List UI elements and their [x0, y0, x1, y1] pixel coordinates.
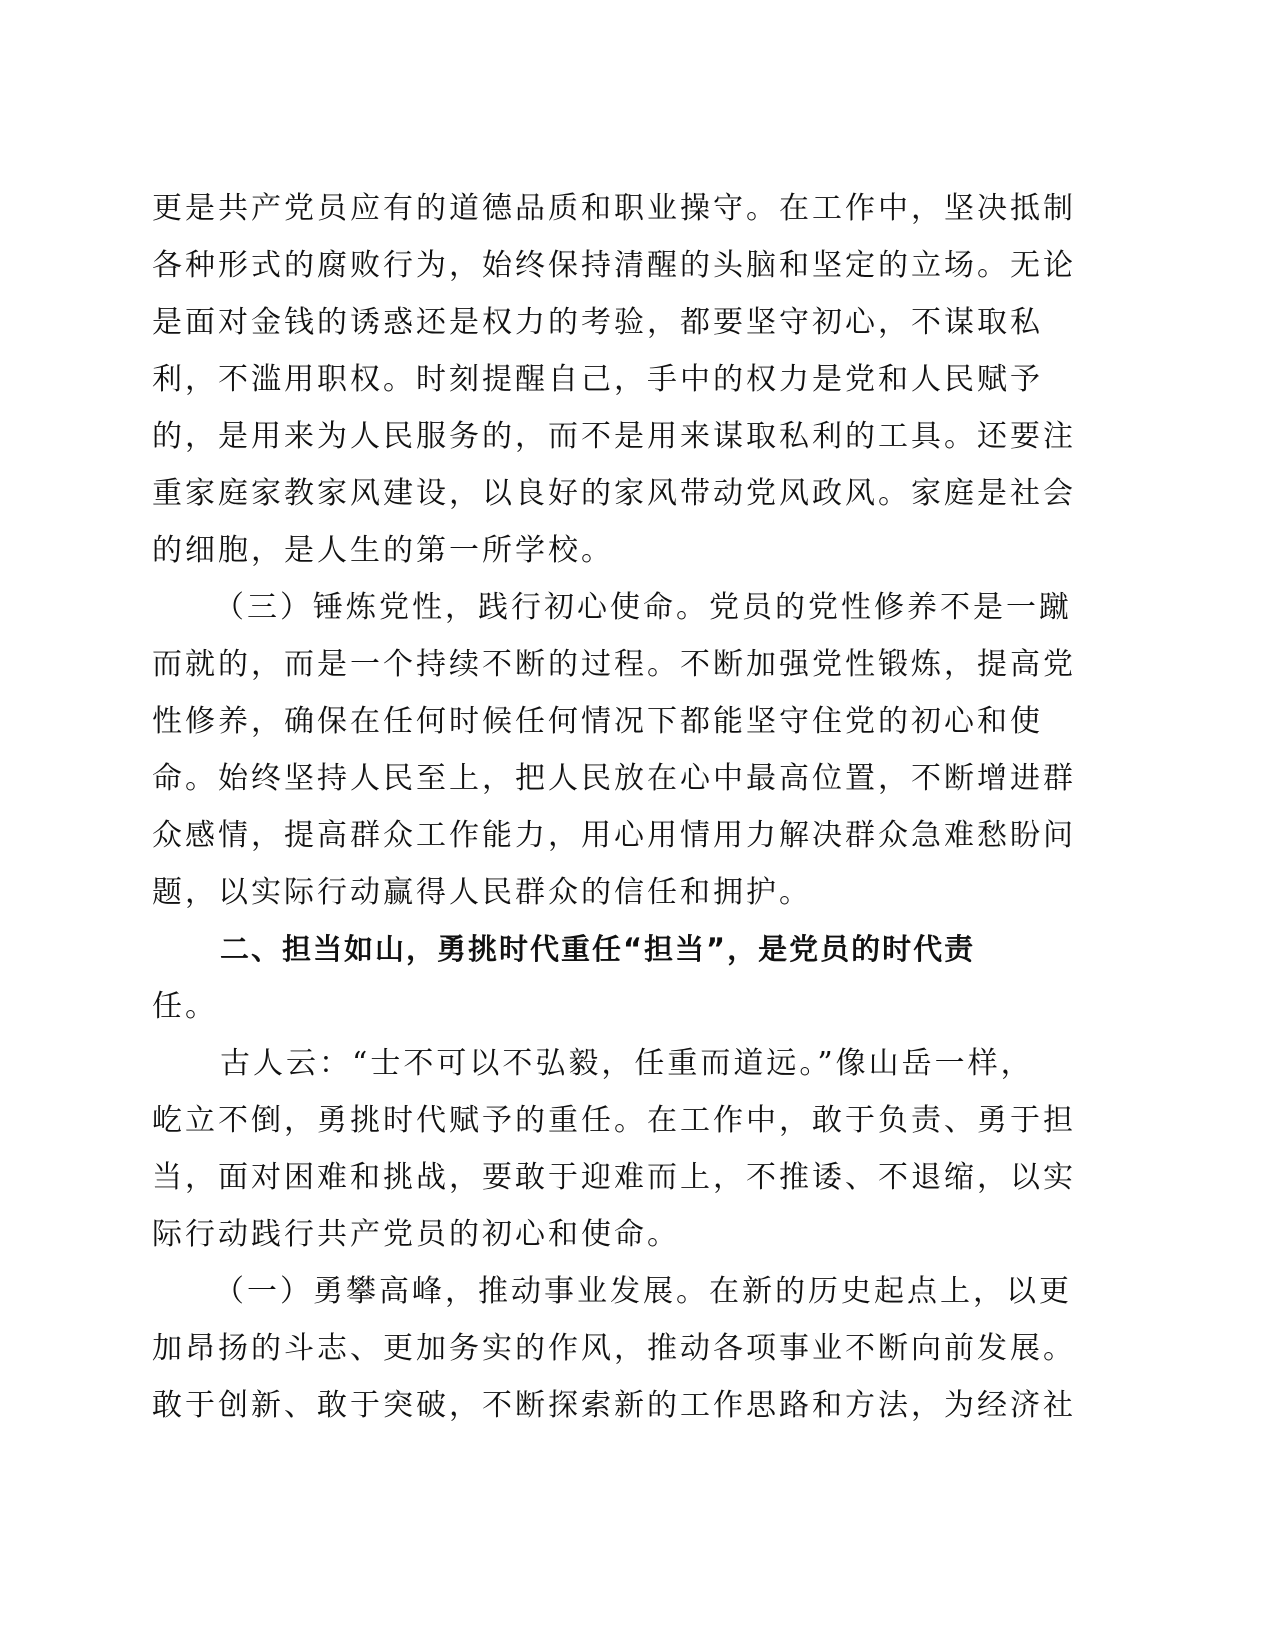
text-line: 任。: [152, 989, 218, 1024]
text-line: 利，不滥用职权。时刻提醒自己，手中的权力是党和人民赋予: [152, 362, 1043, 397]
text-line: 的，是用来为人民服务的，而不是用来谋取私利的工具。还要注: [152, 419, 1076, 454]
text-line: 屹立不倒，勇挑时代赋予的重任。在工作中，敢于负责、勇于担: [152, 1103, 1076, 1138]
text-line: 敢于创新、敢于突破，不断探索新的工作思路和方法，为经济社: [152, 1388, 1076, 1423]
text-line: 更是共产党员应有的道德品质和职业操守。在工作中，坚决抵制: [152, 191, 1076, 226]
text-line: 是面对金钱的诱惑还是权力的考验，都要坚守初心，不谋取私: [152, 305, 1043, 340]
text-line: 题，以实际行动赢得人民群众的信任和拥护。: [152, 875, 812, 910]
text-line: 众感情，提高群众工作能力，用心用情用力解决群众急难愁盼问: [152, 818, 1076, 853]
text-line: 加昂扬的斗志、更加务实的作风，推动各项事业不断向前发展。: [152, 1331, 1076, 1366]
text-line: 重家庭家教家风建设，以良好的家风带动党风政风。家庭是社会: [152, 476, 1076, 511]
subsection-heading-1: （一）勇攀高峰，推动事业发展。在新的历史起点上，以更: [214, 1274, 1072, 1309]
text-line: 际行动践行共产党员的初心和使命。: [152, 1217, 680, 1252]
section-heading-2: 二、担当如山，勇挑时代重任“担当”，是党员的时代责: [220, 932, 976, 966]
subsection-heading-3: （三）锤炼党性，践行初心使命。党员的党性修养不是一蹴: [214, 590, 1072, 625]
body-text: [152, 180, 1082, 1434]
text-line: 命。始终坚持人民至上，把人民放在心中最高位置，不断增进群: [152, 761, 1076, 796]
paragraph-start: 古人云：“士不可以不弘毅，任重而道远。”像山岳一样，: [220, 1046, 1034, 1081]
text-line: 而就的，而是一个持续不断的过程。不断加强党性锻炼，提高党: [152, 647, 1076, 682]
text-line: 的细胞，是人生的第一所学校。: [152, 533, 614, 568]
text-line: 当，面对困难和挑战，要敢于迎难而上，不推诿、不退缩，以实: [152, 1160, 1076, 1195]
text-line: 性修养，确保在任何时候任何情况下都能坚守住党的初心和使: [152, 704, 1043, 739]
text-line: 各种形式的腐败行为，始终保持清醒的头脑和坚定的立场。无论: [152, 248, 1076, 283]
